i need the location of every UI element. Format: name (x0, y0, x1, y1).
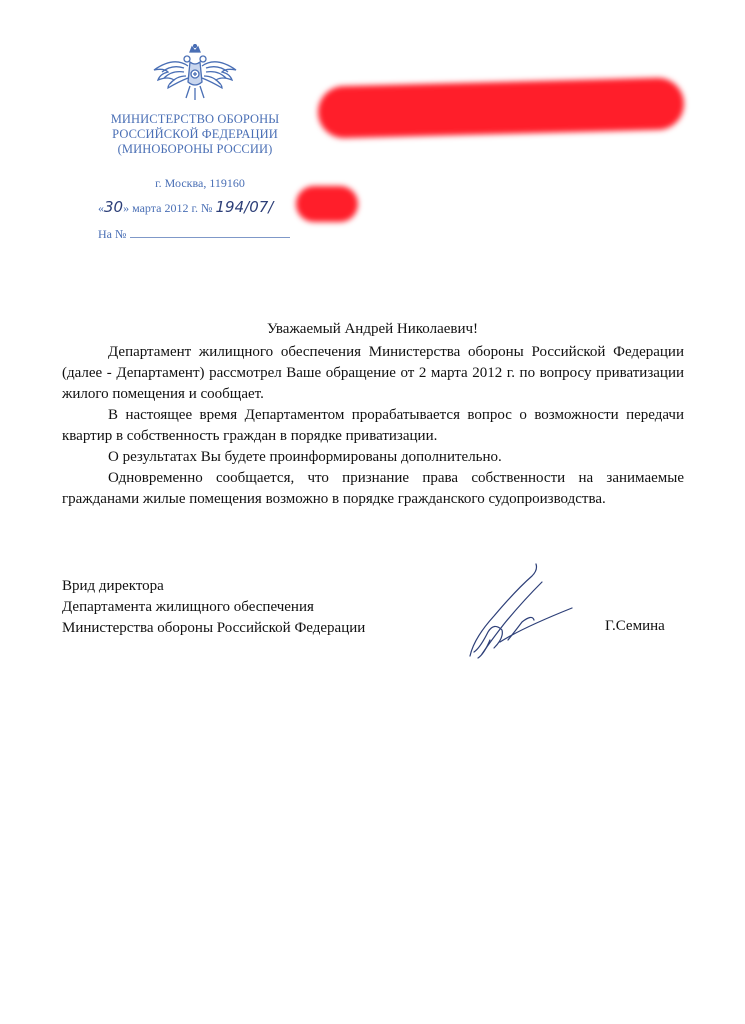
reference-line (98, 227, 290, 242)
signatory-name: Г.Семина (605, 618, 665, 634)
paragraph-4: Одновременно сообщается, что признание права собственности на занимаемые гражданами жилые помещения возможно в порядке гражданского судопроизводства. (62, 470, 684, 507)
letter-body (62, 342, 684, 510)
letter-outgoing-number: 194/07/ (215, 198, 274, 216)
ministry-line-3: (МИНОБОРОНЫ РОССИИ) (117, 142, 273, 156)
ministry-line-1: МИНИСТЕРСТВО ОБОРОНЫ (110, 112, 280, 126)
letter-date-month-year: марта 2012 г. № (132, 201, 213, 215)
paragraph-3: О результатах Вы будете проинформированы дополнительно. (108, 449, 502, 465)
letter-date-day: 30 (104, 198, 124, 216)
redaction-number (296, 186, 358, 222)
redaction-recipient (317, 77, 684, 139)
ministry-address: г. Москва, 119160 (155, 176, 245, 190)
signatory-title (62, 576, 365, 639)
letter-greeting: Уважаемый Андрей Николаевич! (266, 321, 479, 337)
reference-blank (130, 227, 290, 238)
paragraph-2: В настоящее время Департаментом прорабатывается вопрос о возможности передачи квартир в собственность граждан в порядке приватизации. (62, 407, 684, 444)
signatory-title-line-2: Департамента жилищного обеспечения (62, 599, 314, 615)
signatory-title-line-3: Министерства обороны Российской Федерации (62, 620, 366, 636)
double-headed-eagle-icon (150, 44, 240, 102)
signatory-title-line-1: Врид директора (62, 578, 164, 594)
paragraph-1: Департамент жилищного обеспечения Министерства обороны Российской Федерации (далее - Департамент) рассмотрел Ваше обращение от 2 марта 2012 г. по вопросу приватизации жилого помещения и сообщает. (62, 344, 684, 402)
ministry-name (100, 112, 290, 157)
reference-label: На № (98, 227, 127, 241)
handwritten-signature (464, 558, 584, 662)
ministry-line-2: РОССИЙСКОЙ ФЕДЕРАЦИИ (112, 127, 278, 141)
letter-date-line: «30» марта 2012 г. № 194/07/ (98, 198, 274, 216)
